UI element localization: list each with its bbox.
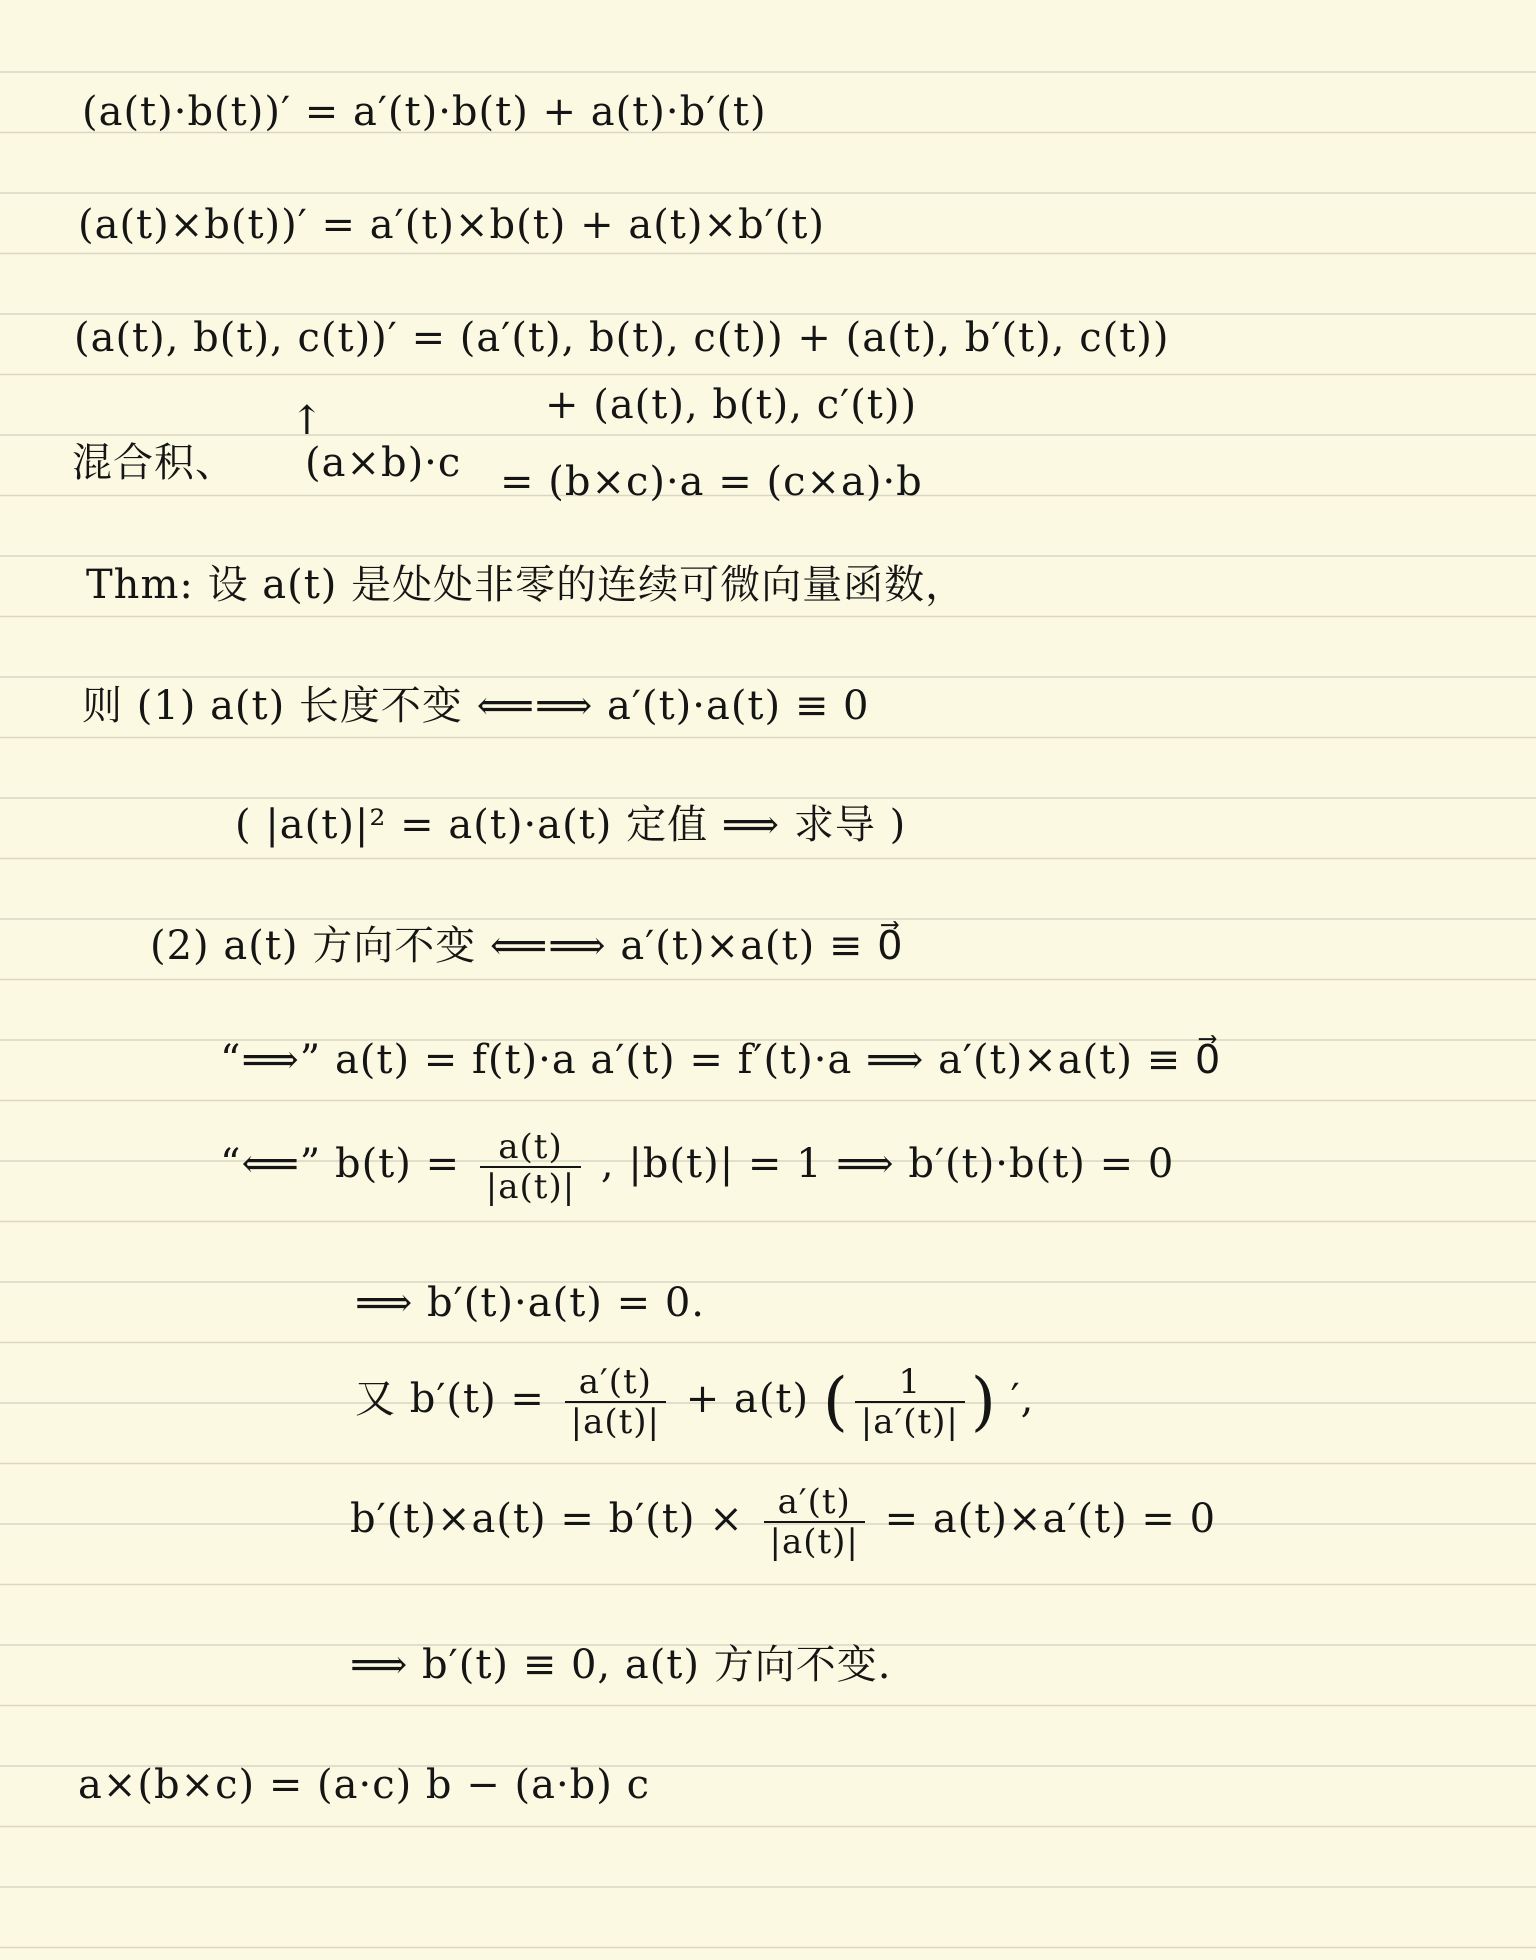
- forward-direction: “⟹” a(t) = f(t)·a a′(t) = f′(t)·a ⟹ a′(t)×a(t) ≡ 0⃗: [220, 1037, 1222, 1083]
- close-paren: ): [970, 1365, 997, 1439]
- fraction-denominator: |a′(t)|: [855, 1401, 965, 1439]
- step-3: [350, 1482, 1217, 1562]
- fraction-numerator: a(t): [498, 1127, 563, 1167]
- backward-prefix: “⟸” b(t) =: [220, 1141, 461, 1187]
- claim-2: (2) a(t) 方向不变 ⟸⟹ a′(t)×a(t) ≡ 0⃗: [150, 923, 904, 969]
- theorem-statement: Thm: 设 a(t) 是处处非零的连续可微向量函数，: [86, 562, 967, 608]
- step-2-middle: + a(t): [685, 1376, 810, 1422]
- fraction-denominator: |a(t)|: [565, 1401, 666, 1439]
- fraction-denominator: |a(t)|: [764, 1521, 865, 1559]
- up-arrow-icon: ↑: [290, 398, 324, 444]
- step-1: ⟹ b′(t)·a(t) = 0.: [355, 1280, 705, 1326]
- fraction: [855, 1362, 965, 1442]
- fraction-numerator: 1: [898, 1362, 922, 1402]
- step-2-suffix: ′,: [1010, 1376, 1035, 1422]
- mixed-product-expr: (a×b)·c: [305, 440, 462, 486]
- mixed-product-label: 混合积、: [72, 440, 236, 486]
- open-paren: (: [822, 1365, 849, 1439]
- fraction: [764, 1482, 865, 1562]
- step-3-suffix: = a(t)×a′(t) = 0: [884, 1496, 1217, 1542]
- claim-1: 则 (1) a(t) 长度不变 ⟸⟹ a′(t)·a(t) ≡ 0: [82, 683, 870, 729]
- cross-product-derivative: (a(t)×b(t))′ = a′(t)×b(t) + a(t)×b′(t): [78, 202, 825, 248]
- dot-product-derivative: (a(t)·b(t))′ = a′(t)·b(t) + a(t)·b′(t): [82, 89, 767, 135]
- step-2: [355, 1362, 1035, 1442]
- fraction: [565, 1362, 666, 1442]
- fraction: [480, 1127, 581, 1207]
- step-4: ⟹ b′(t) ≡ 0, a(t) 方向不变.: [350, 1642, 892, 1688]
- step-2-prefix: 又 b′(t) =: [355, 1376, 545, 1422]
- backward-direction: [220, 1127, 1175, 1207]
- mixed-product-identity: = (b×c)·a = (c×a)·b: [500, 459, 923, 505]
- step-3-prefix: b′(t)×a(t) = b′(t) ×: [350, 1496, 744, 1542]
- triple-product-derivative-cont: + (a(t), b(t), c′(t)): [545, 382, 918, 428]
- triple-cross-identity: a×(b×c) = (a·c) b − (a·b) c: [78, 1762, 650, 1808]
- fraction-denominator: |a(t)|: [480, 1166, 581, 1204]
- triple-product-derivative: (a(t), b(t), c(t))′ = (a′(t), b(t), c(t)) + (a(t), b′(t), c(t)): [74, 315, 1170, 361]
- claim-1-note: ( |a(t)|² = a(t)·a(t) 定值 ⟹ 求导 ): [235, 802, 907, 848]
- backward-suffix: , |b(t)| = 1 ⟹ b′(t)·b(t) = 0: [600, 1141, 1175, 1187]
- fraction-numerator: a′(t): [777, 1482, 851, 1522]
- fraction-numerator: a′(t): [578, 1362, 652, 1402]
